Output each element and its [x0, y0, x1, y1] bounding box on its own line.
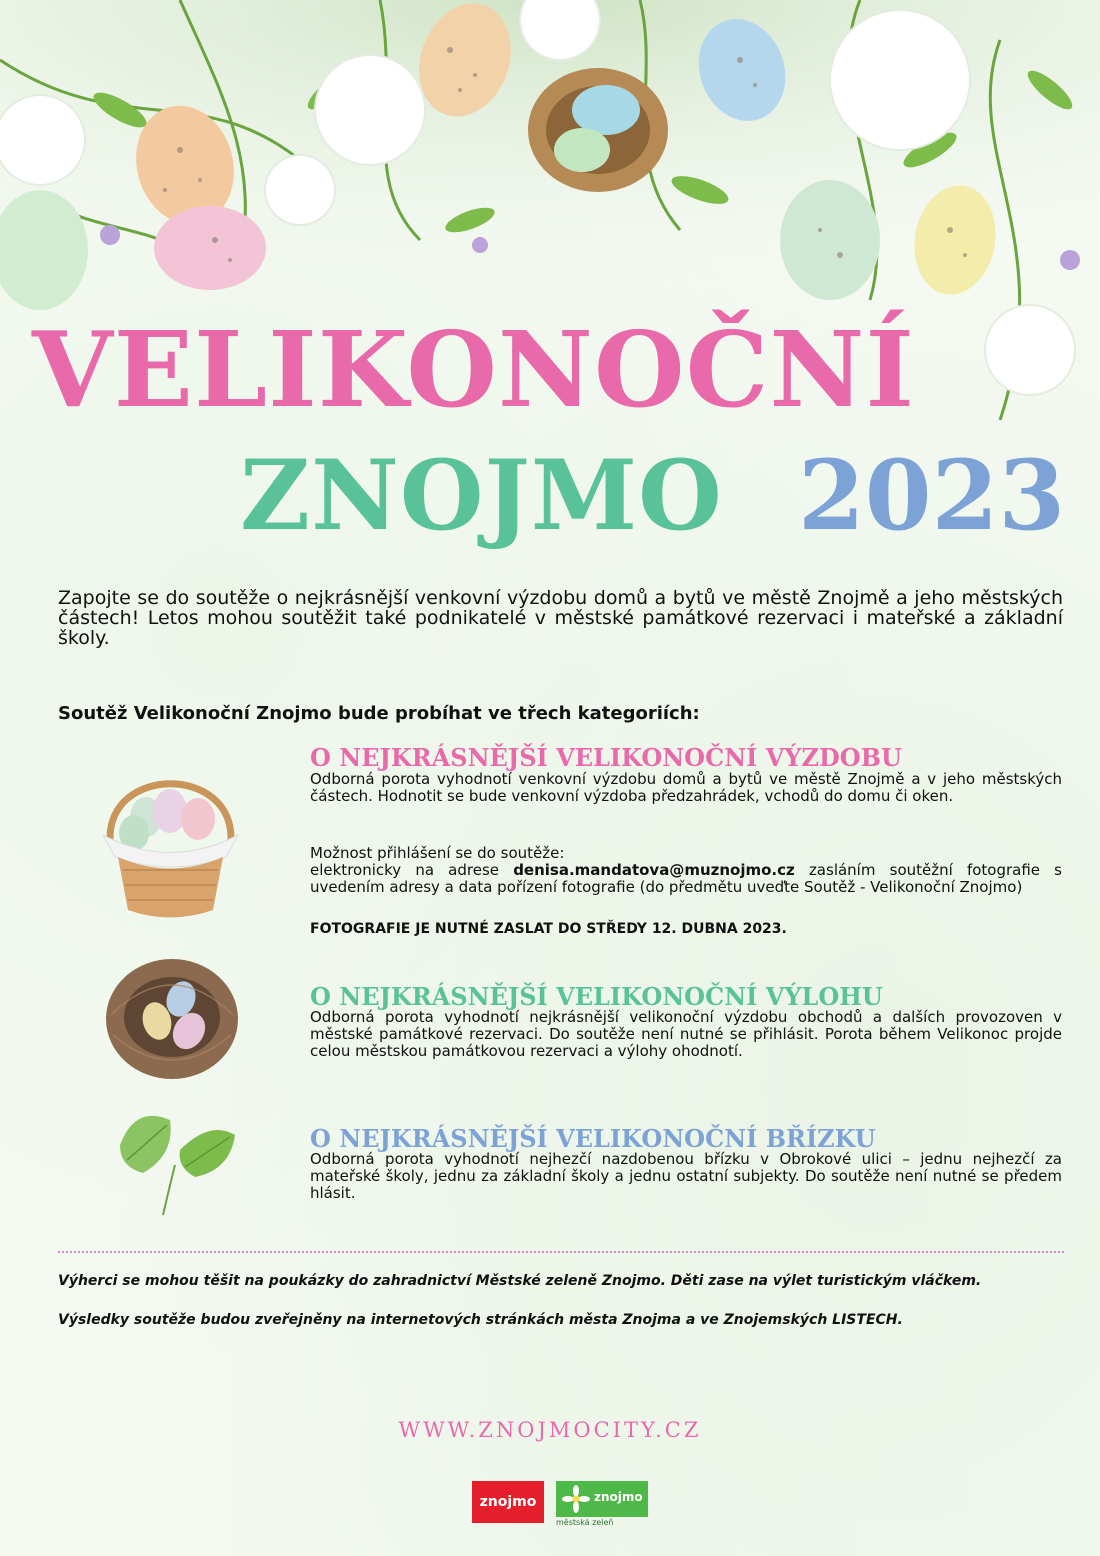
website-link[interactable]: WWW.ZNOJMOCITY.CZ — [398, 1418, 702, 1442]
signup-suffix: zasláním soutěžní fotografie s uvedením adresy a data pořízení fotografie (do předmětu uveďte Soutěž - Velikonoční Znojmo) — [310, 861, 1062, 896]
title-year: 2023 — [798, 439, 1066, 552]
znojmo-city-logo — [472, 1481, 544, 1523]
section1-signup — [310, 845, 1062, 896]
section1-text: Odborná porota vyhodnotí venkovní výzdobu domů a bytů ve městě Znojmě a v jeho městských částech. Hodnotit se bude venkovní výzdoba předzahrádek, vchodů do domu či oken. — [310, 770, 1062, 805]
footer-prizes: Výherci se mohou těšit na poukázky do zahradnictví Městské zeleně Znojmo. Děti zase na výlet turistickým vláčkem. — [58, 1273, 982, 1289]
section2-title: O NEJKRÁSNĚJŠÍ VELIKONOČNÍ VÝLOHU — [310, 982, 883, 1011]
flower-icon — [562, 1485, 590, 1513]
section1-deadline: FOTOGRAFIE JE NUTNÉ ZASLAT DO STŘEDY 12. DUBNA 2023. — [310, 921, 787, 937]
signup-details — [310, 862, 1062, 896]
city-logo-text: znojmo — [479, 1494, 537, 1510]
section2-text: Odborná porota vyhodnotí nejkrásnější velikonoční výzdobu obchodů a dalších provozoven v městské památkové rezervaci. Do soutěže není nutné se přihlásit. Porota během Velikonoc projde celou městskou památkovou rezervaci a výlohy ohodnotí. — [310, 1008, 1062, 1060]
title-velikonocni: VELIKONOČNÍ — [32, 308, 916, 431]
categories-heading: Soutěž Velikonoční Znojmo bude probíhat ve třech kategoriích: — [58, 703, 700, 724]
divider — [58, 1251, 1064, 1253]
footer-results: Výsledky soutěže budou zveřejněny na internetových stránkách města Znojma a ve Znojemských LISTECH. — [58, 1312, 903, 1328]
birch-leaves-illustration — [115, 1105, 240, 1220]
green-logo-subtitle: městská zeleň — [556, 1518, 614, 1527]
section3-text: Odborná porota vyhodnotí nejhezčí nazdobenou břízku v Obrokové ulici – jednu nejhezčí za mateřské školy, jednu za základní školy a jednu ostatní subjekty. Do soutěže není nutné se předem hlásit. — [310, 1150, 1062, 1202]
title-znojmo: ZNOJMO — [240, 439, 723, 552]
signup-label: Možnost přihlášení se do soutěže: — [310, 844, 565, 862]
signup-prefix: elektronicky na adrese — [310, 861, 500, 879]
easter-basket-illustration — [98, 745, 243, 925]
green-logo-text: znojmo — [594, 1490, 643, 1504]
easter-nest-illustration — [103, 955, 241, 1083]
section1-title: O NEJKRÁSNĚJŠÍ VELIKONOČNÍ VÝZDOBU — [310, 743, 902, 772]
section3-title: O NEJKRÁSNĚJŠÍ VELIKONOČNÍ BŘÍZKU — [310, 1124, 876, 1153]
mestska-zelen-logo — [556, 1481, 648, 1517]
signup-email-link[interactable]: denisa.mandatova@muznojmo.cz — [513, 861, 795, 879]
intro-paragraph: Zapojte se do soutěže o nejkrásnější venkovní výzdobu domů a bytů ve městě Znojmě a jeho městských částech! Letos mohou soutěžit také podnikatelé v městské památkové rezervaci i mateřské a základní školy. — [58, 587, 1063, 649]
